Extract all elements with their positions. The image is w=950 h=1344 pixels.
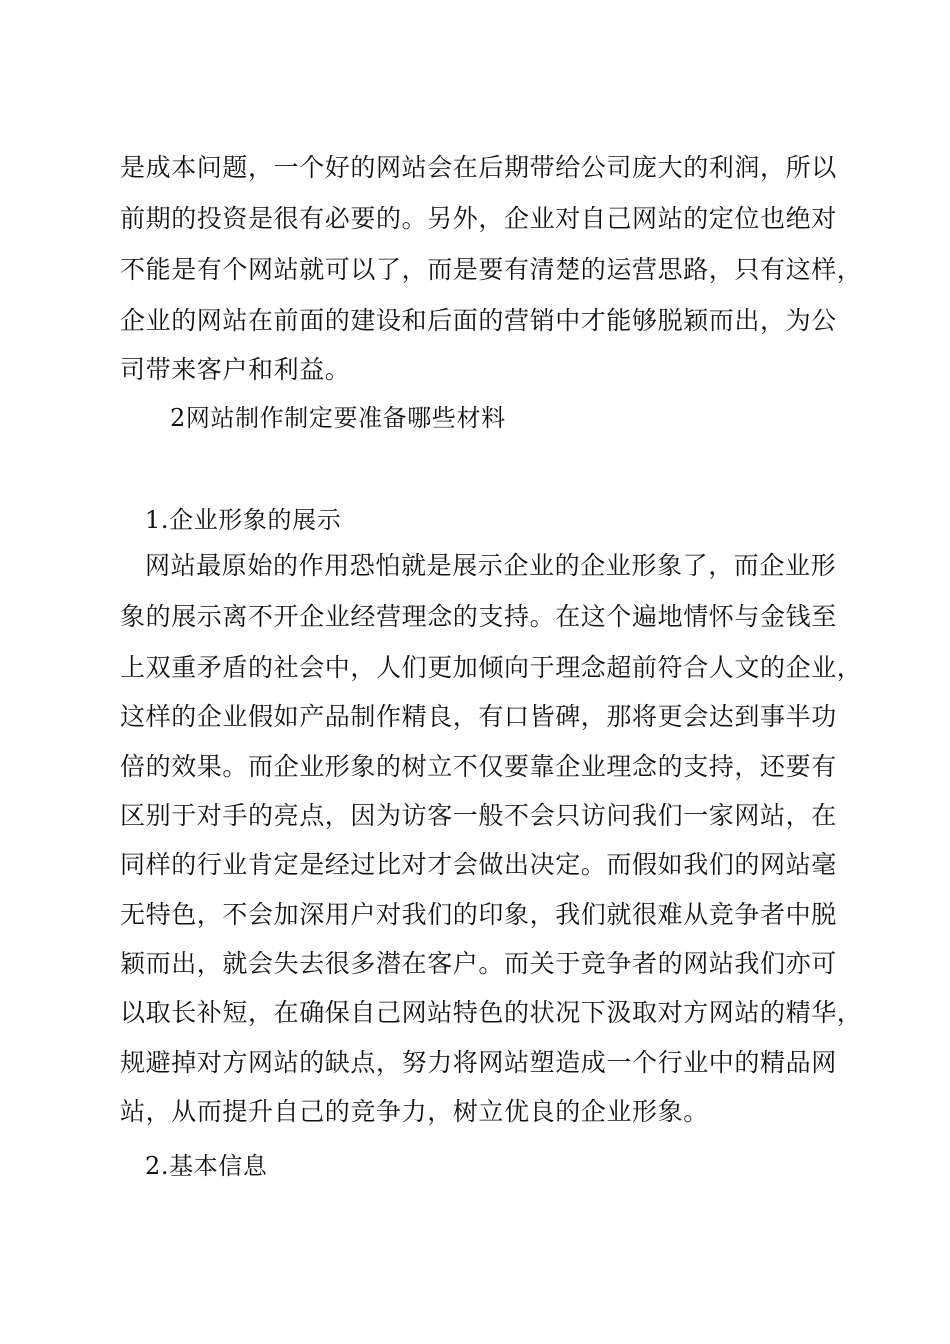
paragraph-line: 上双重矛盾的社会中，人们更加倾向于理念超前符合人文的企业， xyxy=(120,653,863,682)
paragraph-line: 象的展示离不开企业经营理念的支持。在这个遍地情怀与金钱至 xyxy=(120,602,837,631)
paragraph-line: 以取长补短，在确保自己网站特色的状况下汲取对方网站的精华， xyxy=(120,998,863,1027)
paragraph-line: 规避掉对方网站的缺点，努力将网站塑造成一个行业中的精品网 xyxy=(120,1048,837,1077)
paragraph-line: 这样的企业假如产品制作精良，有口皆碑，那将更会达到事半功 xyxy=(120,702,837,731)
paragraph-line: 司带来客户和利益。 xyxy=(120,355,351,384)
paragraph-line: 无特色，不会加深用户对我们的印象，我们就很难从竞争者中脱 xyxy=(120,900,837,929)
item-title: 2.基本信息 xyxy=(145,1152,268,1180)
paragraph-line: 站，从而提升自己的竞争力，树立优良的企业形象。 xyxy=(120,1097,709,1126)
paragraph-line: 倍的效果。而企业形象的树立不仅要靠企业理念的支持，还要有 xyxy=(120,752,837,781)
paragraph-line: 不能是有个网站就可以了，而是要有清楚的运营思路，只有这样， xyxy=(120,255,863,284)
section-heading: 2网站制作制定要准备哪些材料 xyxy=(170,404,506,432)
paragraph-line: 网站最原始的作用恐怕就是展示企业的企业形象了，而企业形 xyxy=(145,551,837,580)
paragraph-line: 企业的网站在前面的建设和后面的营销中才能够脱颖而出，为公 xyxy=(120,306,837,335)
item-title: 1.企业形象的展示 xyxy=(145,506,342,534)
paragraph-line: 是成本问题，一个好的网站会在后期带给公司庞大的利润，所以 xyxy=(120,153,837,182)
paragraph-line: 区别于对手的亮点，因为访客一般不会只访问我们一家网站，在 xyxy=(120,801,837,830)
paragraph-line: 颖而出，就会失去很多潜在客户。而关于竞争者的网站我们亦可 xyxy=(120,949,837,978)
paragraph-line: 前期的投资是很有必要的。另外，企业对自己网站的定位也绝对 xyxy=(120,204,837,233)
paragraph-line: 同样的行业肯定是经过比对才会做出决定。而假如我们的网站毫 xyxy=(120,850,837,879)
